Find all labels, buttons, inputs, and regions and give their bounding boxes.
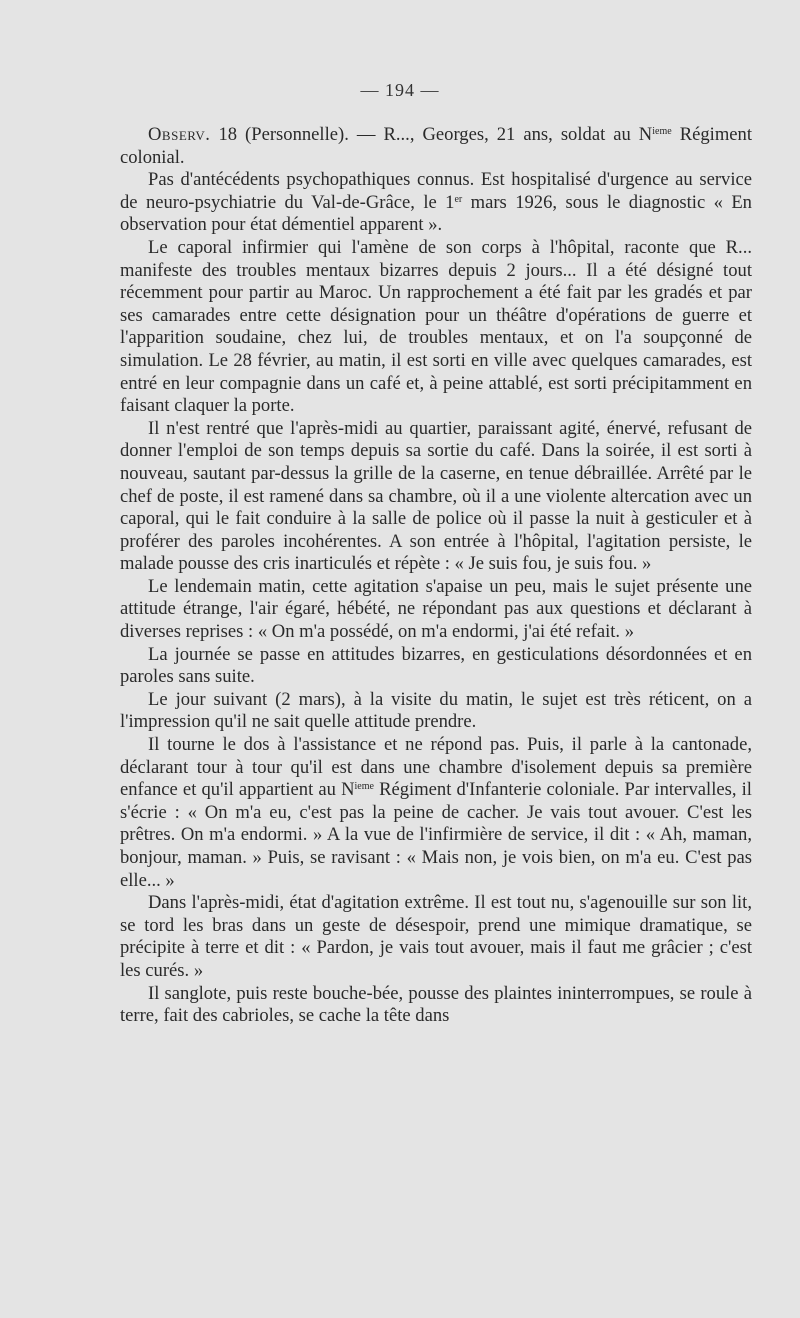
paragraph-text-end: Régiment d'Infanterie coloniale. Par intervalles, il s'écrie : « On m'a eu, c'est pas la peine de cacher. Je vais tout avouer. C'est les prêtres. On m'a endormi. » A la vue de l'infirmière de service, il dit : « Ah, maman, bonjour, maman. » Puis, se ravisant : « Mais non, je vois bien, on m'a eu. C'est pas elle... » bbox=[120, 779, 752, 891]
paragraph-text-end: mars 1926, sous le diagnostic « En observation pour état démentiel apparent ». bbox=[120, 191, 752, 236]
observation-heading-text: 18 (Personnelle). — R..., Georges, 21 ans, soldat au N bbox=[210, 124, 653, 145]
observation-label: Observ. bbox=[148, 124, 211, 145]
page-number: — 194 — bbox=[360, 80, 440, 100]
paragraph-text: Pas d'antécédents psychopathiques connus. Est hospitalisé d'urgence au service de neuro-psychiatrie du Val-de-Grâce, le 1 bbox=[120, 169, 752, 213]
paragraph: Il n'est rentré que l'après-midi au quartier, paraissant agité, énervé, refusant de donner l'emploi de son temps depuis sa sortie du café. Dans la soirée, il est sorti à nouveau, sautant par-dessus la grille de la caserne, en tenue débraillée. Arrêté par le chef de poste, il est ramené dans sa chambre, où il a une violente altercation avec un caporal, qui le fait conduire à la salle de police où il passe la nuit à gesticuler et à proférer des paroles incohérentes. A son entrée à l'hôpital, l'agitation persiste, le malade pousse des cris inarticulés et répète : « Je suis fou, je suis fou. » bbox=[120, 417, 752, 575]
observation-heading bbox=[120, 124, 752, 169]
observation-heading-end: Régiment colonial. bbox=[120, 124, 752, 168]
regiment-superscript: ieme bbox=[354, 781, 374, 793]
body-text bbox=[120, 124, 752, 1028]
paragraph: La journée se passe en attitudes bizarres, en gesticulations désordonnées et en paroles sans suite. bbox=[120, 643, 752, 688]
regiment-superscript: ieme bbox=[652, 126, 672, 137]
paragraph: Le lendemain matin, cette agitation s'apaise un peu, mais le sujet présente une attitude étrange, l'air égaré, hébété, ne répondant pas aux questions et déclarant à diverses reprises : « On m'a possédé, on m'a endormi, j'ai été refait. » bbox=[120, 575, 752, 643]
date-superscript: er bbox=[454, 193, 463, 205]
paragraph: Dans l'après-midi, état d'agitation extrême. Il est tout nu, s'agenouille sur son lit, se tord les bras dans un geste de désespoir, prend une mimique dramatique, se précipite à terre et dit : « Pardon, je vais tout avouer, mais il faut me grâcier ; c'est les curés. » bbox=[120, 892, 752, 981]
paragraph: Le jour suivant (2 mars), à la visite du matin, le sujet est très réticent, on a l'impression qu'il ne sait quelle attitude prendre. bbox=[120, 688, 752, 733]
paragraph: Le caporal infirmier qui l'amène de son corps à l'hôpital, raconte que R... manifeste des troubles mentaux bizarres depuis 2 jours... Il a été désigné tout récemment pour partir au Maroc. Un rapprochement a été fait par les gradés et par ses camarades entre cette désignation pour un théâtre d'opérations de guerre et l'apparition soudaine, chez lui, de troubles mentaux, et on l'a soupçonné de simulation. Le 28 février, au matin, il est sorti en ville avec quelques camarades, est entré en leur compagnie dans un café et, à peine attablé, est sorti précipitamment en faisant claquer la porte. bbox=[120, 236, 752, 417]
paragraph bbox=[120, 169, 752, 237]
paragraph: Il sanglote, puis reste bouche-bée, pousse des plaintes ininterrompues, se roule à terre, fait des cabrioles, se cache la tête dans bbox=[120, 982, 752, 1027]
paragraph bbox=[120, 734, 752, 892]
paragraph-text: Il tourne le dos à l'assistance et ne répond pas. Puis, il parle à la cantonade, déclarant tour à tour qu'il est dans une chambre d'isolement depuis sa première enfance et qu'il appartient au N bbox=[120, 734, 752, 801]
